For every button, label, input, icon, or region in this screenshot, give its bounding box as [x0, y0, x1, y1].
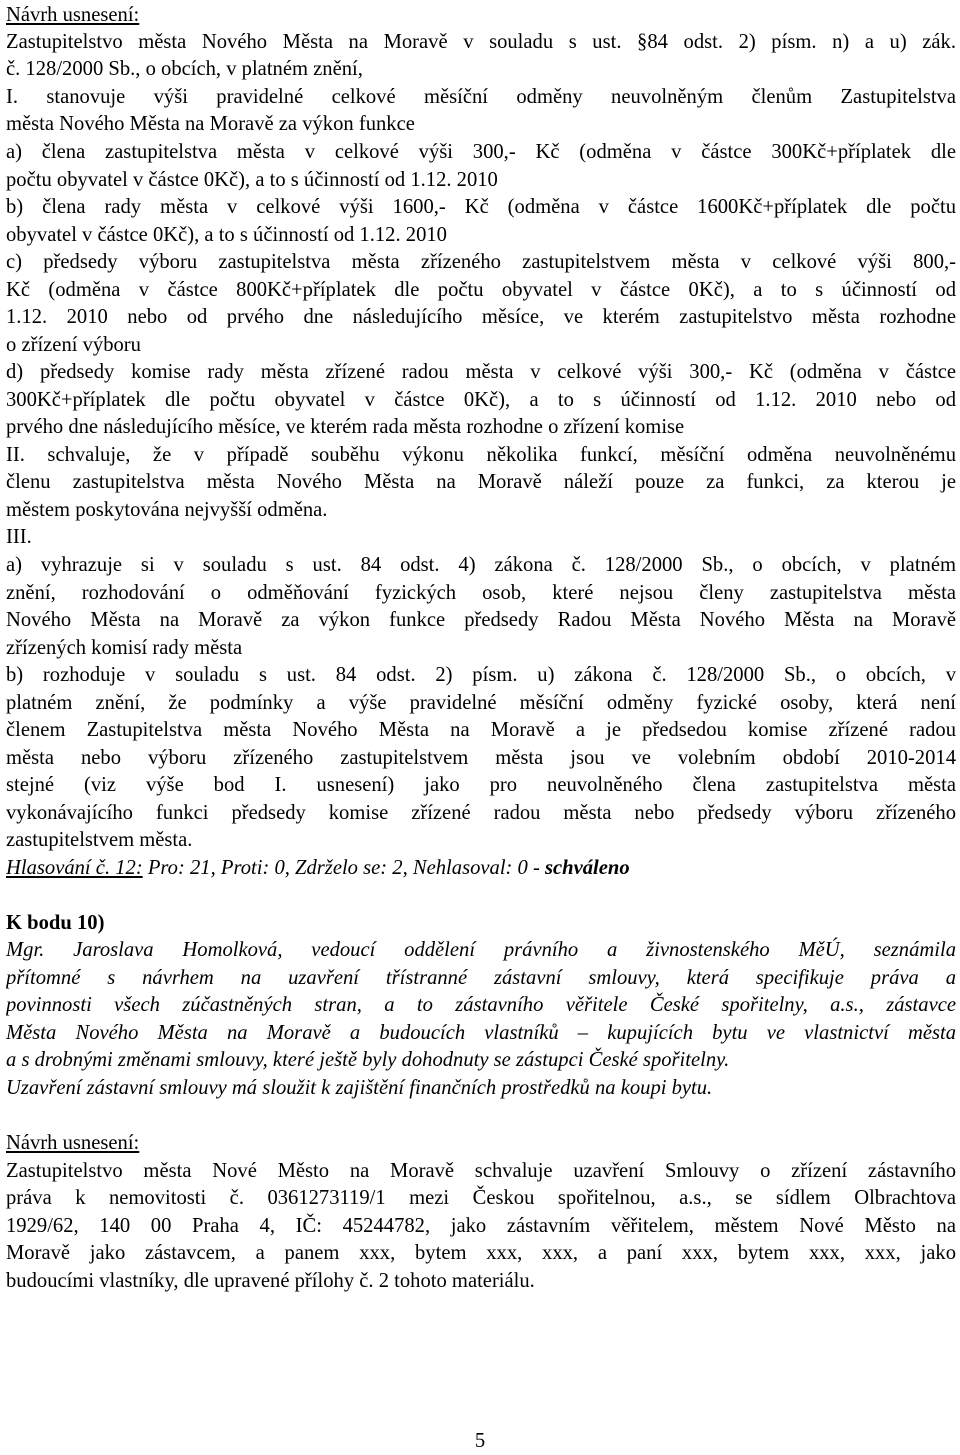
body-line: města nebo výboru zřízeného zastupitelstvem města jsou ve volebním období 2010-2014 — [6, 747, 956, 769]
body-line: prvého dne následujícího měsíce, ve kterém rada města rozhodne o zřízení komise — [6, 416, 685, 438]
body-line: b) rozhoduje v souladu s ust. 84 odst. 2) písm. u) zákona č. 128/2000 Sb., o obcích, v — [6, 664, 956, 686]
proposal-line: práva k nemovitosti č. 0361273119/1 mezi Českou spořitelnou, a.s., se sídlem Olbrachtova — [6, 1187, 956, 1209]
body-line: d) předsedy komise rady města zřízené radou města v celkové výši 300,- Kč (odměna v částce — [6, 361, 956, 383]
proposal-line: Zastupitelstvo města Nové Město na Moravě schvaluje uzavření Smlouvy o zřízení zástavního — [6, 1160, 956, 1182]
proposal-heading: Návrh usnesení: — [6, 1132, 140, 1154]
body-line: zřízených komisí rady města — [6, 637, 243, 659]
body-line: zastupitelstvem města. — [6, 829, 193, 851]
body-line: c) předsedy výboru zastupitelstva města zřízeného zastupitelstvem města v celkové výši 800,- — [6, 251, 956, 273]
body-line: a) vyhrazuje si v souladu s ust. 84 odst. 4) zákona č. 128/2000 Sb., o obcích, v platném — [6, 554, 956, 576]
body-line: č. 128/2000 Sb., o obcích, v platném znění, — [6, 58, 363, 80]
body-line: a) člena zastupitelstva města v celkové výši 300,- Kč (odměna v částce 300Kč+příplatek dle — [6, 141, 956, 163]
body-line: vykonávajícího funkci předsedy komise zřízené radou města nebo předsedy výboru zřízeného — [6, 802, 956, 824]
proposal-line: budoucími vlastníky, dle upravené přílohy č. 2 tohoto materiálu. — [6, 1270, 535, 1292]
report-line: a s drobnými změnami smlouvy, které ještě byly dohodnuty se zástupci České spořitelny. — [6, 1049, 730, 1071]
body-line: III. — [6, 526, 32, 548]
body-line: platném znění, že podmínky a výše pravidelné měsíční odměny fyzické osoby, která není — [6, 692, 956, 714]
body-line: stejné (viz výše bod I. usnesení) jako pro neuvolněného člena zastupitelstva města — [6, 774, 956, 796]
body-line: obyvatel v částce 0Kč), a to s účinností od 1.12. 2010 — [6, 224, 447, 246]
vote-text: Pro: 21, Proti: 0, Zdrželo se: 2, Nehlasoval: 0 - — [142, 857, 546, 879]
body-line: Zastupitelstvo města Nového Města na Moravě v souladu s ust. §84 odst. 2) písm. n) a u) zák. — [6, 31, 956, 53]
body-line: Nového Města na Moravě za výkon funkce předsedy Radou Města Nového Města na Moravě — [6, 609, 956, 631]
body-line: 1.12. 2010 nebo od prvého dne následujícího měsíce, ve kterém zastupitelstvo města rozhodne — [6, 306, 956, 328]
body-line: Kč (odměna v částce 800Kč+příplatek dle počtu obyvatel v částce 0Kč), a to s účinností od — [6, 279, 956, 301]
vote-result: schváleno — [545, 857, 630, 879]
report-line: přítomné s návrhem na uzavření třístranné zástavní smlouvy, která specifikuje práva a — [6, 967, 956, 989]
body-line: II. schvaluje, že v případě souběhu výkonu několika funkcí, měsíční odměna neuvolněnému — [6, 444, 956, 466]
body-line: 300Kč+příplatek dle počtu obyvatel v částce 0Kč), a to s účinností od 1.12. 2010 nebo od — [6, 389, 956, 411]
report-line: Mgr. Jaroslava Homolková, vedoucí oddělení právního a živnostenského MěÚ, seznámila — [6, 939, 956, 961]
body-line: znění, rozhodování o odměňování fyzických osob, které nejsou členy zastupitelstva města — [6, 582, 956, 604]
body-line: města Nového Města na Moravě za výkon funkce — [6, 113, 415, 135]
body-line: o zřízení výboru — [6, 334, 141, 356]
report-line: Uzavření zástavní smlouvy má sloužit k zajištění finančních prostředků na koupi bytu. — [6, 1077, 713, 1099]
proposal-line: 1929/62, 140 00 Praha 4, IČ: 45244782, jako zástavním věřitelem, městem Nové Město na — [6, 1215, 956, 1237]
proposal-heading: Návrh usnesení: — [6, 4, 140, 26]
vote-line — [6, 855, 956, 882]
body-line: členu zastupitelstva města Nového Města na Moravě náleží pouze za funkci, za kterou je — [6, 471, 956, 493]
vote-label: Hlasování č. 12: — [6, 857, 143, 879]
item-heading: K bodu 10) — [6, 912, 105, 934]
body-line: I. stanovuje výši pravidelné celkové měsíční odměny neuvolněným členům Zastupitelstva — [6, 86, 956, 108]
report-line: Města Nového Města na Moravě a budoucích vlastníků – kupujících bytu ve vlastnictví města — [6, 1022, 956, 1044]
page-number: 5 — [474, 1430, 486, 1452]
report-line: povinnosti všech zúčastněných stran, a to zástavního věřitele České spořitelny, a.s., zástavce — [6, 994, 956, 1016]
body-line: členem Zastupitelstva města Nového Města na Moravě a je předsedou komise zřízené radou — [6, 719, 956, 741]
proposal-line: Moravě jako zástavcem, a panem xxx, bytem xxx, xxx, a paní xxx, bytem xxx, xxx, jako — [6, 1242, 956, 1264]
body-line: b) člena rady města v celkové výši 1600,- Kč (odměna v částce 1600Kč+příplatek dle počtu — [6, 196, 956, 218]
body-line: městem poskytována nejvyšší odměna. — [6, 499, 328, 521]
body-line: počtu obyvatel v částce 0Kč), a to s účinností od 1.12. 2010 — [6, 169, 498, 191]
